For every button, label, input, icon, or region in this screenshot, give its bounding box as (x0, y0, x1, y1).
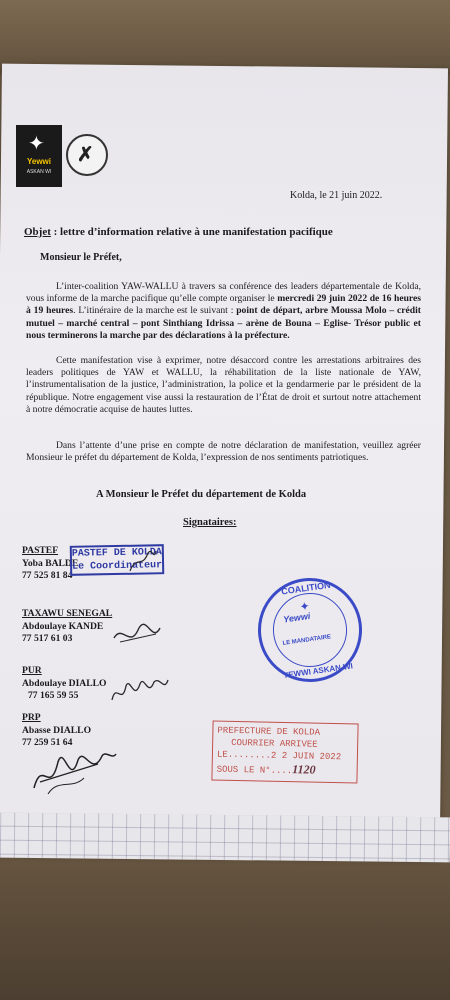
signature-diallo (108, 672, 172, 708)
signatory-party: TAXAWU SENEGAL (22, 608, 113, 619)
letter-date: Kolda, le 21 juin 2022. (290, 190, 383, 201)
signatory-taxawu (22, 608, 112, 646)
object-label: Objet (24, 226, 51, 238)
signatory-pur (22, 665, 107, 703)
signatory-party: PASTEF (22, 545, 59, 556)
prefecture-stamp-line4: SOUS LE N°....1120 (216, 762, 316, 777)
signature-abasse-diallo (28, 738, 118, 798)
coalition-stamp-bottom: YEWWI ASKAN WI (282, 661, 354, 681)
object-text: : lettre d’information relative à une manifestation pacifique (50, 226, 333, 238)
wallu-logo (66, 134, 108, 176)
signatory-name: Abdoulaye DIALLO (22, 677, 107, 689)
paragraph-1-itinerary-label: . L’itinéraire de la marche est le suivant : (73, 305, 237, 317)
signatory-party: PRP (22, 712, 41, 723)
wallu-cross-icon: ✗ (77, 144, 94, 166)
paragraph-1-itinerary: point de départ, arbre Moussa Molo – crédit mutuel – marché central – pont Sinthiang Idrissa – arène de Bouna – Eglise- Trésor public et nous terminerons la marche par des déclarations à la préfecture. (26, 305, 421, 341)
coalition-stamp-inner-ring (268, 588, 352, 672)
paragraph-1-date: mercredi 29 juin 2022 de 16 heures à 19 heures (26, 293, 421, 317)
signatory-name: Abdoulaye KANDE (22, 620, 104, 632)
signatory-phone: 77 517 61 03 (22, 633, 73, 645)
pastef-stamp-line2: Le Coordinateur (72, 560, 163, 573)
bird-icon: ✦ (28, 133, 45, 155)
prefecture-stamp-line3: LE........2 2 JUIN 2022 (216, 749, 342, 763)
coalition-stamp-role: LE MANDATAIRE (282, 634, 332, 647)
prefecture-stamp-line2: COURRIER ARRIVEE (231, 737, 318, 750)
signatory-name: Yoba BALDE (22, 557, 79, 569)
signatory-phone: 77 259 51 64 (22, 737, 73, 749)
signatory-party: PUR (22, 665, 42, 676)
paragraph-2: Cette manifestation vise à exprimer, notre désaccord contre les arrestations arbitraires des leaders politiques de YAW et WALLU, la réhabilitation de la liste nationale de YAW, l’instrumentalisation de la justice, l’administration, la police et la gendarmerie par le président de la république. Notre engagement vise aussi la restauration de l’État de droit et surtout notre attachement à notre démocratie acquise de hautes luttes. (26, 355, 421, 415)
coalition-stamp (251, 571, 368, 688)
coalition-stamp-mid: Yewwi (282, 610, 311, 625)
prefecture-stamp-line1: PREFECTURE DE KOLDA (217, 725, 321, 738)
signatory-phone: 77 165 59 55 (28, 690, 79, 702)
signature-kande (112, 620, 162, 650)
salutation: Monsieur le Préfet, (40, 252, 122, 263)
prefecture-number-value: 1120 (292, 762, 316, 777)
paragraph-1-intro: L’inter-coalition YAW-WALLU à travers sa conférence des leaders départementale de Kolda, vous informe de la marche pacifique qu’elle compte organiser le (26, 281, 421, 305)
signatory-phone: 77 525 81 84 (22, 570, 73, 582)
bird-icon: ✦ (298, 598, 311, 615)
paragraph-1 (26, 281, 421, 342)
yewwi-logo (16, 125, 62, 187)
addressee: A Monsieur le Préfet du département de Kolda (96, 489, 307, 500)
signatories-title: Signataires: (183, 517, 237, 528)
prefecture-stamp (211, 720, 358, 783)
pastef-stamp-line1: PASTEF DE KOLDA (71, 547, 162, 560)
paragraph-3: Dans l’attente d’une prise en compte de notre déclaration de manifestation, veuillez agréer Monsieur le préfet du département de Kolda, l’expression de nos sentiments patriotiques. (26, 440, 421, 464)
signatory-name: Abasse DIALLO (22, 724, 92, 736)
logo-sub: ASKAN WI (26, 169, 52, 175)
signature-balde (128, 545, 158, 575)
prefecture-number-label: SOUS LE N° (216, 764, 271, 776)
letter-object (24, 226, 333, 239)
prefecture-date-label: LE (216, 749, 228, 760)
coalition-stamp-top: COALITION (280, 579, 332, 597)
prefecture-date-value: 2 2 JUIN 2022 (270, 750, 342, 763)
logo-name: Yewwi (26, 157, 51, 166)
